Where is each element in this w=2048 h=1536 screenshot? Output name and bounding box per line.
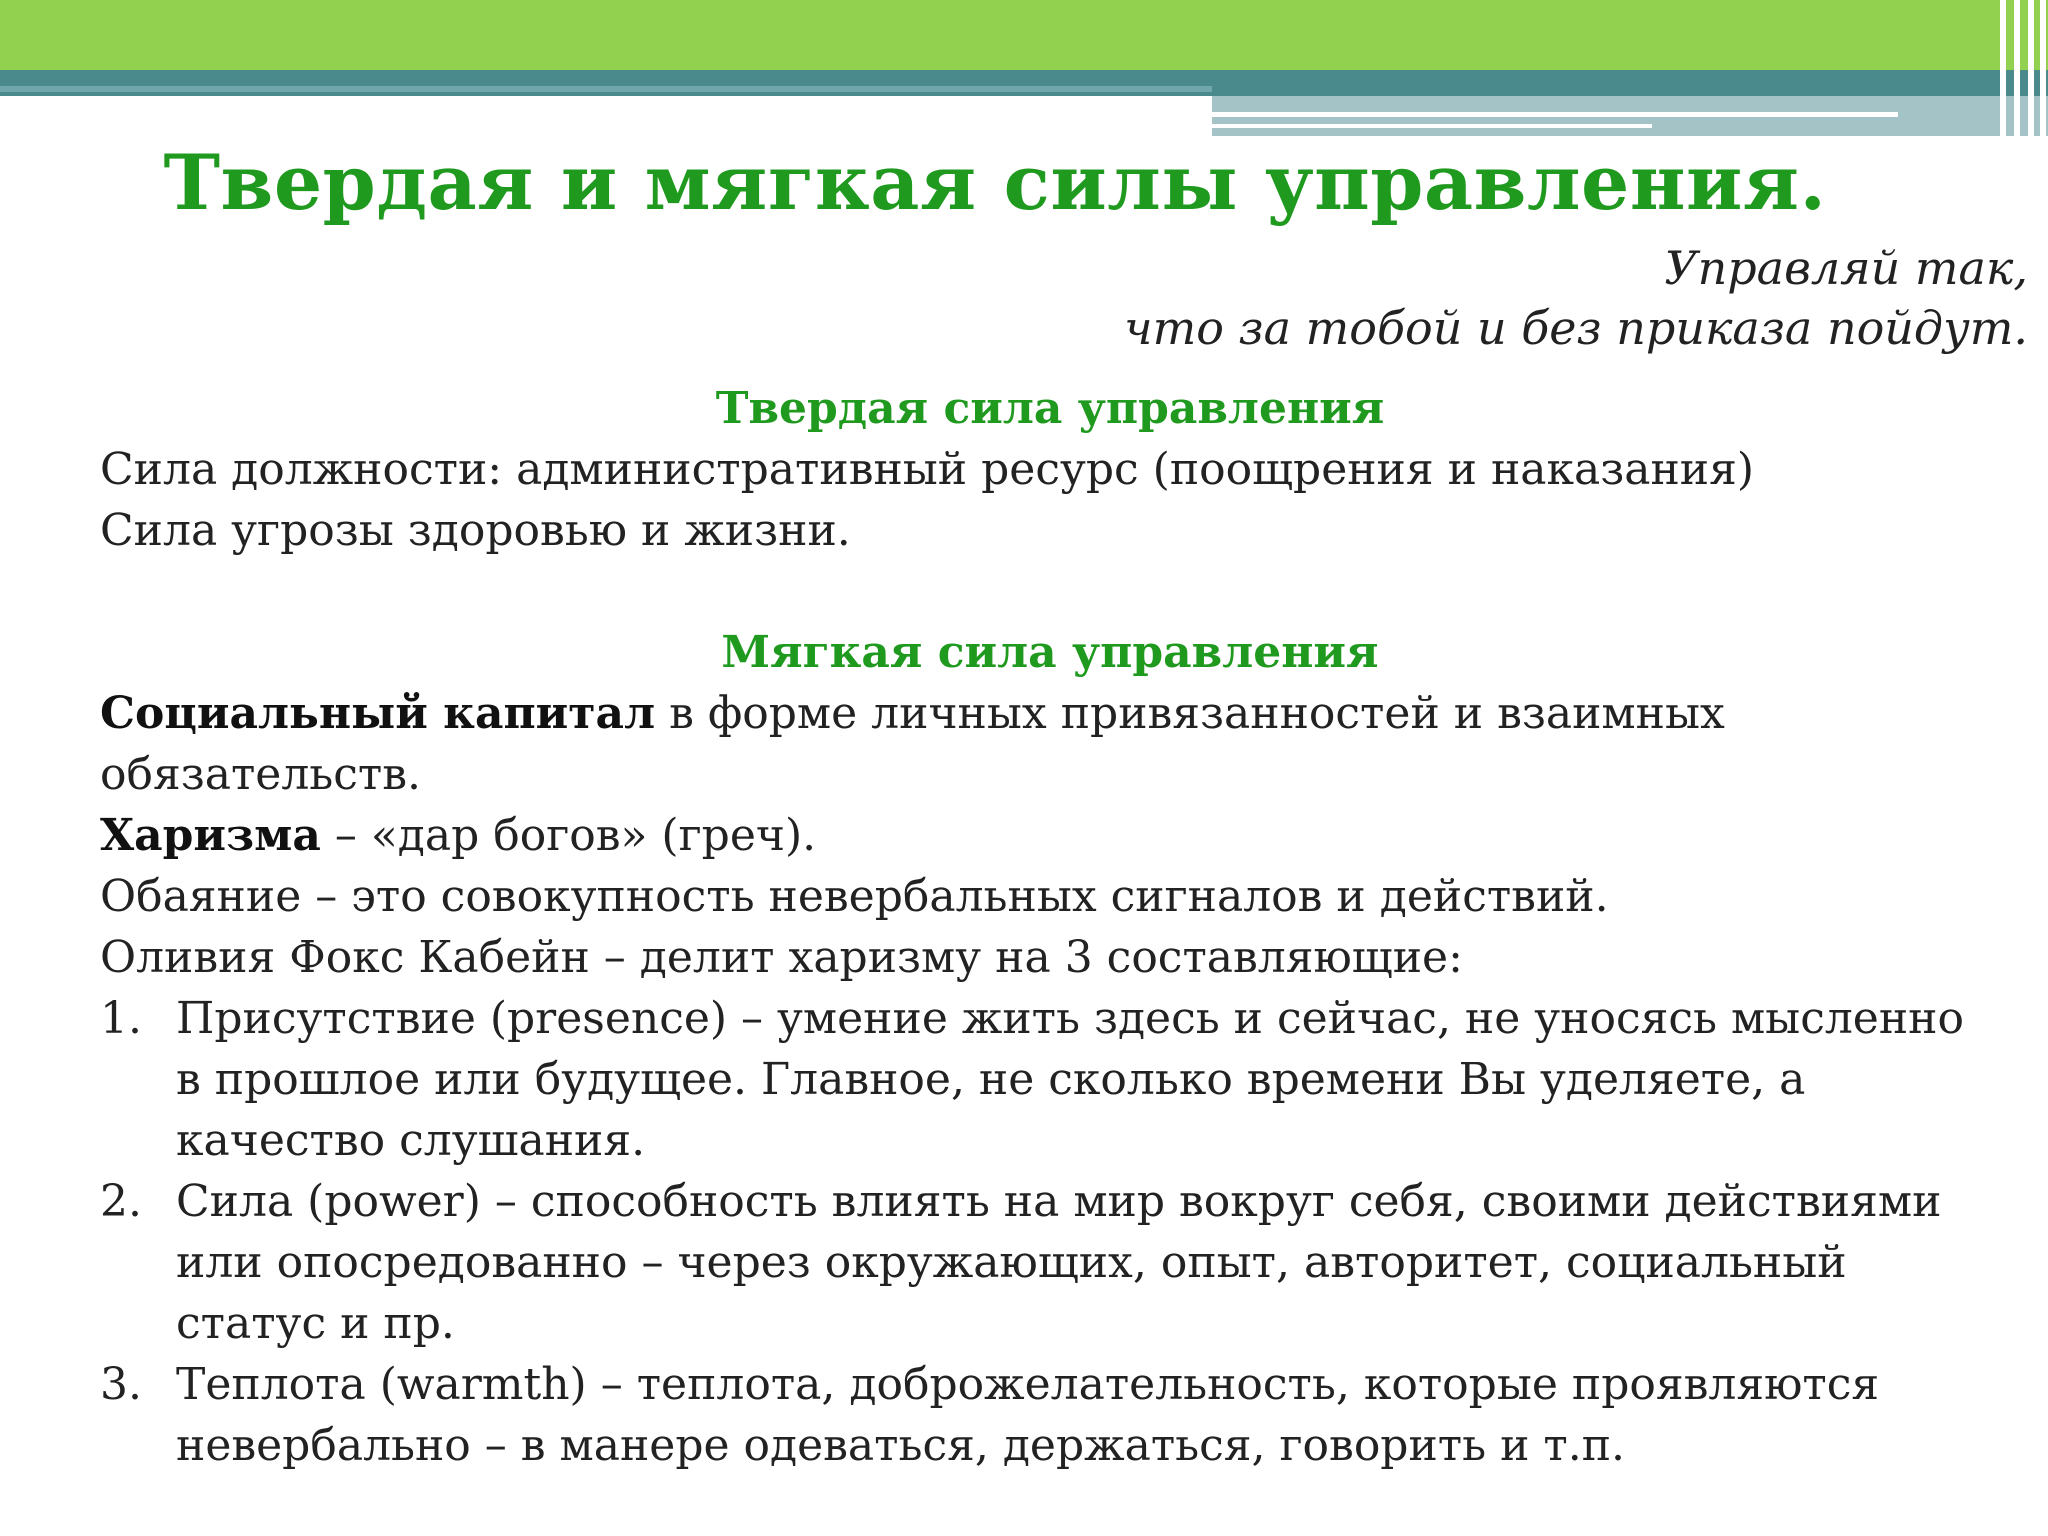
list-item-number: 1. (100, 993, 142, 1044)
charisma-paragraph (100, 805, 2000, 866)
hard-power-line-1: Сила должности: административный ресурс (поощрения и наказания) (100, 444, 1755, 495)
header-white-line-short (1212, 124, 1652, 128)
list-item-number: 2. (100, 1176, 142, 1227)
slide-title: Твердая и мягкая силы управления. (163, 138, 1827, 227)
olivia-paragraph: Оливия Фокс Кабейн – делит харизму на 3 составляющие: (100, 932, 1463, 983)
list-item-text: Присутствие (presence) – умение жить здесь и сейчас, не уносясь мысленно в прошлое или будущее. Главное, не сколько времени Вы уделяете, а качество слушания. (176, 993, 1964, 1166)
header-white-line (1212, 112, 1898, 117)
list-item (100, 1171, 2000, 1354)
charm-paragraph: Обаяние – это совокупность невербальных сигналов и действий. (100, 871, 1609, 922)
list-item (100, 1354, 2000, 1476)
epigraph-line-2: что за тобой и без приказа пойдут. (1123, 301, 2028, 355)
list-item (100, 988, 2000, 1171)
social-capital-term: Социальный капитал (100, 688, 656, 739)
social-capital-paragraph (100, 683, 2000, 805)
header-stripes (1996, 0, 2048, 140)
charisma-term: Харизма (100, 810, 321, 861)
charisma-text: – «дар богов» (греч). (320, 810, 817, 861)
epigraph-line-1: Управляй так, (1664, 241, 2028, 295)
soft-power-heading: Мягкая сила управления (721, 627, 1379, 678)
list-item-text: Сила (power) – способность влиять на мир вокруг себя, своими действиями или опосредованно – через окружающих, опыт, авторитет, социальный статус и пр. (176, 1176, 1942, 1349)
spacer (100, 561, 2000, 622)
header-bar-teal (0, 70, 2048, 96)
list-item-text: Теплота (warmth) – теплота, доброжелательность, которые проявляются невербально – в манере одеваться, держаться, говорить и т.п. (176, 1359, 1880, 1471)
slide-content (100, 378, 2000, 1476)
list-item-number: 3. (100, 1359, 142, 1410)
hard-power-line-2: Сила угрозы здоровью и жизни. (100, 505, 851, 556)
social-capital-text: в форме личных привязанностей и взаимных обязательств. (100, 688, 1725, 800)
epigraph (1124, 238, 2028, 358)
header-bar-green (0, 0, 2048, 70)
hard-power-heading: Твердая сила управления (715, 383, 1385, 434)
charisma-components-list (100, 988, 2000, 1476)
header-bar-strip (0, 86, 1212, 92)
